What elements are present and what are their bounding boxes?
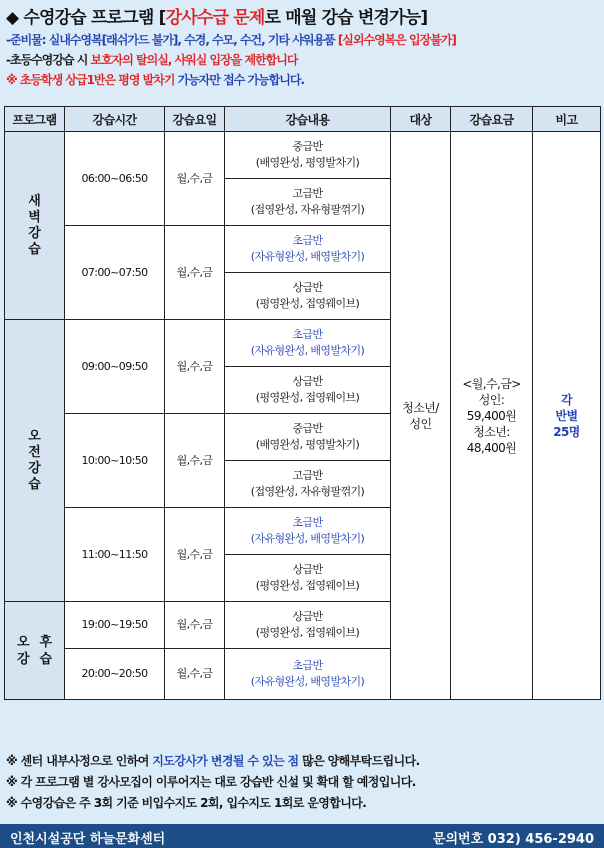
course-cell: 상급반 (평영완성, 접영웨이브) (225, 367, 391, 414)
course-cell: 고급반 (접영완성, 자유형팔꺾기) (225, 461, 391, 508)
class-time: 19:00~19:50 (65, 602, 165, 649)
class-days: 월,수,금 (165, 132, 225, 226)
class-time: 07:00~07:50 (65, 226, 165, 320)
notes (6, 751, 602, 814)
class-days: 월,수,금 (165, 649, 225, 700)
col-header: 강습요일 (165, 107, 225, 132)
table-header-row (5, 107, 601, 132)
contact-number: 문의번호 032) 456-2940 (432, 832, 594, 847)
course-cell: 초급반 (자유형완성, 배영발차기) (225, 226, 391, 273)
class-days: 월,수,금 (165, 226, 225, 320)
fee-cell: <월,수,금> 성인: 59,400원 청소년: 48,400원 (451, 132, 533, 700)
col-header: 프로그램 (5, 107, 65, 132)
course-cell: 상급반 (평영완성, 접영웨이브) (225, 273, 391, 320)
supplies-line: -준비물: 실내수영복[래쉬가드 불가], 수경, 수모, 수건, 기타 샤워용품 [실외수영복은 입장불가] (6, 33, 456, 47)
course-cell: 중급반 (배영완성, 평영발차기) (225, 132, 391, 179)
class-time: 09:00~09:50 (65, 320, 165, 414)
course-cell: 상급반 (평영완성, 접영웨이브) (225, 555, 391, 602)
class-days: 월,수,금 (165, 508, 225, 602)
note-line-1: ※ 센터 내부사정으로 인하여 지도강사가 변경될 수 있는 점 많은 양해부탁드립니다. (6, 754, 420, 768)
col-header: 강습요금 (451, 107, 533, 132)
col-header: 비고 (533, 107, 601, 132)
table-row (5, 132, 601, 179)
target-cell: 청소년/ 성인 (391, 132, 451, 700)
class-time: 10:00~10:50 (65, 414, 165, 508)
diamond-bullet-icon: ◆ (6, 8, 19, 28)
advanced-class-line: ※ 초등학생 상급1반은 평영 발차기 가능자만 접수 가능합니다. (6, 73, 305, 87)
note-line-2: ※ 각 프로그램 별 강사모집이 이루어지는 대로 강습반 신설 및 확대 할 예정입니다. (6, 775, 416, 789)
page-title: ◆ 수영강습 프로그램 [강사수급 문제로 매월 강습 변경가능] (6, 8, 428, 28)
course-cell: 고급반 (접영완성, 자유형팔꺾기) (225, 179, 391, 226)
course-cell: 상급반 (평영완성, 접영웨이브) (225, 602, 391, 649)
organization-name: 인천시설공단 하늘문화센터 (10, 832, 166, 847)
guardian-line: -초등수영강습 시 보호자의 탈의실, 샤워실 입장을 제한합니다 (6, 53, 298, 67)
title-highlight: 강사수급 문제 (165, 8, 265, 28)
course-cell: 초급반 (자유형완성, 배영발차기) (225, 320, 391, 367)
schedule-table (4, 106, 601, 700)
footer-bar (0, 824, 604, 848)
col-header: 강습시간 (65, 107, 165, 132)
col-header: 대상 (391, 107, 451, 132)
note-line-3: ※ 수영강습은 주 3회 기준 비입수지도 2회, 입수지도 1회로 운영합니다. (6, 796, 367, 810)
class-days: 월,수,금 (165, 414, 225, 508)
class-days: 월,수,금 (165, 602, 225, 649)
course-cell: 중급반 (배영완성, 평영발차기) (225, 414, 391, 461)
program-morning: 오전 강습 (5, 320, 65, 602)
class-time: 06:00~06:50 (65, 132, 165, 226)
header (6, 6, 598, 90)
course-cell: 초급반 (자유형완성, 배영발차기) (225, 649, 391, 700)
class-days: 월,수,금 (165, 320, 225, 414)
program-dawn: 새벽 강습 (5, 132, 65, 320)
col-header: 강습내용 (225, 107, 391, 132)
course-cell: 초급반 (자유형완성, 배영발차기) (225, 508, 391, 555)
note-cell: 각 반별 25명 (533, 132, 601, 700)
class-time: 20:00~20:50 (65, 649, 165, 700)
program-afternoon: 오후 강습 (5, 602, 65, 700)
class-time: 11:00~11:50 (65, 508, 165, 602)
